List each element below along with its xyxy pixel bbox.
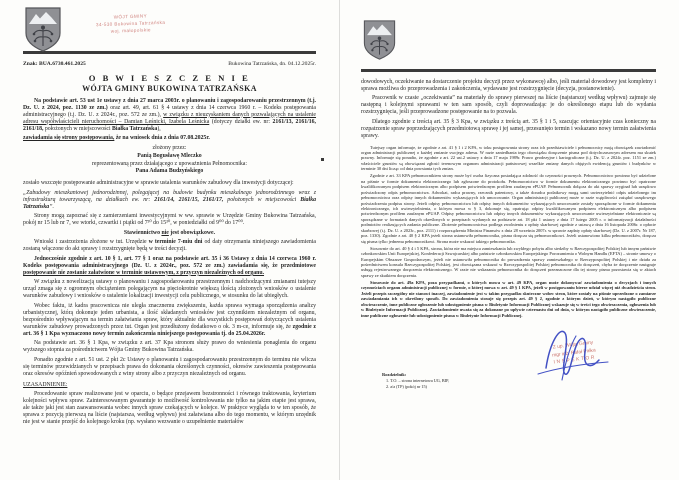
place-and-date: Bukowina Tatrzańska, dn. 04.12.2025r.: [228, 60, 316, 67]
document-subtitle: WÓJTA GMINY BUKOWINA TATRZAŃSKA: [82, 83, 257, 93]
page1-header: [0, 0, 339, 49]
paragraph-deadline-shift: Dlatego zgodnie z treścią art. 35 § 3 Kpa, w związku z treścią art. 35 § 1 i 5, szacując orientacyjnie czas konieczny na rozpatrzenie spraw poprzedzających przedmiotową sprawę i jej samej, przesunięto termin i wskazano nowy termin załatwienia sprawy.: [361, 118, 656, 139]
applicant-name: Panią Bogusławę Mleczko: [137, 152, 202, 159]
representation-line: reprezentowaną przez działającego z upoważnienia Pełnomocnika:: [92, 160, 247, 167]
justification-heading: UZASADNIENIE:: [23, 381, 68, 388]
page2-header: [340, 0, 679, 64]
legal-fineprint: [361, 145, 656, 319]
paragraph-simultaneous-notice: Jednocześnie zgodnie z art. 10 § 1, art. 77 § 1 oraz na podstawie art. 35 i 36 Ustawy z dnia 14 czerwca 1960 r. Kodeks postępowania administracyjnego (Dz. U. z 2024r., poz. 572 ze zm.) zawiadamia się, że przedmiotowe postępowanie nie zostanie załatwione w terminie ustawowym, z przyczyn niezależnych od organu.: [23, 255, 316, 276]
fineprint-attorney-rules: Zgodnie z art. 33 KPA pełnomocnikiem strony może być osoba fizyczna posiadająca zdolność do czynności prawnych. Pełnomocnictwo powinno być udzielone na piśmie w formie dokumentu elektronicznego lub zgłoszone do protokołu. Pełnomocnictwo w formie dokumentu elektronicznego powinno być opatrzone kwalifikowanym podpisem elektronicznym albo podpisem potwierdzonym profilem zaufanym ePUAP. Pełnomocnik dołącza do akt sprawy oryginał lub urzędowo poświadczony odpis pełnomocnictwa. Adwokat, radca prawny, rzecznik patentowy, a także doradca podatkowy mogą sami uwierzytelnić odpis udzielonego im pełnomocnictwa oraz odpisy innych dokumentów wykazujących ich umocowanie. Organ administracji publicznej może w razie wątpliwości zażądać urzędowego poświadczenia podpisu strony. Jeżeli odpisy pełnomocnictwa lub odpisy innych dokumentów wykazujących umocowanie zostały sporządzone w formie dokumentu elektronicznego, ich uwierzytelnienia, o którym mowa w § 3, dokonuje się, opatrując odpisy kwalifikowanym podpisem elektronicznym albo podpisem potwierdzonym profilem zaufanym ePUAP. Odpisy pełnomocnictwa lub odpisy innych dokumentów wykazujących umocowanie uwierzytelniane elektronicznie są sporządzane w formatach danych określonych w przepisach wydanych na podstawie art. 18 pkt 1 ustawy z dnia 17 lutego 2005 r. o informatyzacji działalności podmiotów realizujących zadania publiczne. Złożenie pełnomocnictwa podlega zwolnieniu z opłaty skarbowej zgodnie z ustawą z dnia 16 listopada 2006r. o opłacie skarbowej (t.j. Dz. U. z 2023r., poz. 2111) i rozporządzenia Ministra Finansów z dnia 28 września 2007r. w sprawie zapłaty opłaty skarbowej (Dz. U. z 2007r. Nr 187, poz. 1330). Zgodnie z art. 40 § 2 KPA jeżeli strona ustanowiła pełnomocnika, pisma doręcza się pełnomocnikowi. Jeżeli ustanowiono kilku pełnomocników, doręcza się pisma tylko jednemu pełnomocnikowi. Strona może wskazać takiego pełnomocnika.: [361, 173, 656, 244]
coat-of-arms-icon: [24, 7, 62, 52]
stamp-authority-line: Z up. Wójta Gminy: [552, 340, 594, 351]
office-ink-stamp: [96, 13, 166, 36]
stamp-signatory-name: mgr inż. Rafał Pałka: [551, 347, 596, 359]
page-2: [340, 0, 679, 480]
distribution-list: [382, 372, 449, 390]
fineprint-address-obligation: Tutejszy organ informuje, że zgodnie z art. 41 § 1 i 2 KPA, w toku postępowania strony oraz ich przedstawiciele i pełnomocnicy mają obowiązek zawiadomić organ administracji publicznej o każdej zmianie swojego adresu. W razie zaniedbania tego obowiązku doręczenie pisma pod dotychczasowym adresem ma skutek prawny. Informuje się ponadto, że zgodnie z art. 22 ust.2 ustawy z dnia 17 maja 1989r. Prawo geodezyjne i kartograficzne (t.j. Dz. U. z 2024r. poz. 1151 ze zm.) właściciele gruntów są obowiązani zgłosić terenowym organom administracji państwowej wszelkie zmiany danych objętych ewidencją gruntów i budynków w terminie 30 dni licząc od dnia powstania tych zmian.: [361, 144, 656, 172]
paragraph-amendment-load: W związku z nowelizacją ustawy o planowaniu i zagospodarowaniu przestrzennym i nadchodzącymi zmianami tutejszy urząd zmaga się z ogromnym obciążeniem polegającym na pięciokrotnie większą ilością złożonych wniosków o ustalenie warunków zabudowy i wniosków o ustalenie lokalizacji inwestycji celu publicznego, w stosunku do lat ubiegłych.: [23, 279, 316, 300]
stamp-line: woj. małopolskie: [110, 27, 151, 34]
fineprint-foreign-party: Stosownie do art. 40 § 4 i 5 KPA, strona, która nie ma miejsca zamieszkania lub zwykłego pobytu albo siedziby w Rzeczypospolitej Polskiej lub innym państwie członkowskim Unii Europejskiej, Konfederacji Szwajcarskiej albo państwie członkowskim Europejskiego Porozumienia o Wolnym Handlu (EFTA) – stronie umowy o Europejskim Obszarze Gospodarczym, jeżeli nie ustanowiła pełnomocnika do prowadzenia sprawy zamieszkałego w Rzeczypospolitej Polskiej i nie działa za pośrednictwem konsula Rzeczypospolitej Polskiej, jest obowiązana wskazać w Rzeczypospolitej Polskiej pełnomocnika do doręczeń, chyba że doręczenie następuje usługą rejestrowanego doręczenia elektronicznego. W razie nie wskazania pełnomocnika do doręczeń przeznaczone dla tej strony pisma pozostawia się w aktach sprawy ze skutkiem doręczenia.: [361, 245, 656, 278]
pen-mark: [321, 158, 324, 161]
coat-of-arms-icon: [362, 20, 397, 60]
distribution-item: 1. T.O. – strona internetowa UG, BIP,: [386, 378, 449, 384]
paragraph-evidence-continuation: dowodowych, oczekiwanie na dostarczenie projektu decyzji przez wykonawcę) albo, jeśli materiał dowodowy jest kompletny i sprawa możliwa do przeprowadzenia i zakończenia, wydawane jest rozstrzygnięcie (decyzja, postanowienie).: [361, 78, 656, 92]
paragraph-investment-description: „Zabudowy mieszkaniowej jednorodzinnej, polegającej na budowie budynku mieszkalnego jednorodzinnego wraz z infrastrukturą towarzyszącą, na działkach ew. nr: 2161/14, 2161/15, 2161/17, położonych w miejscowości Białka Tatrzańska”.: [23, 189, 316, 210]
handwritten-signature: [516, 316, 626, 388]
paragraph-reminder-right: Na podstawie art. 36 § 1 Kpa, w związku z art. 37 Kpa stronom służy prawo do wniesienia ponaglenia do organu wyższego stopnia za pośrednictwem Wójta Gminy Bukowina Tatrzańska.: [23, 340, 316, 354]
attorney-name: Pana Adama Budzyńskiego: [135, 168, 204, 175]
fineprint-public-notice-art49a: Stosownie do art. 49a KPA, poza przypadkami, o których mowa w art. 49 KPA, organ może dokonywać zawiadomienia o decyzjach i innych czynnościach organu administracji publicznej w formie, o której mowa w art. 49 § 1 KPA, jeżeli w postępowaniu bierze udział więcej niż dwadzieścia stron. Jeżeli przepis szczególny nie stanowi inaczej, zawiadomienie jest w takim przypadku skuteczne wobec stron, które zostały na piśmie uprzedzone o zamiarze zawiadamiania ich w określony sposób. Do zawiadomienia stosuje się przepis art. 49 § 2, zgodnie z którym dzień, w którym nastąpiło publiczne obwieszczenie, inne publiczne ogłoszenie lub udostępnienie pisma w Biuletynie Informacji Publicznej wskazuje się w treści tego obwieszczenia, ogłoszenia lub w Biuletynie Informacji Publicznej. Zawiadomienie uważa się za dokonane po upływie czternastu dni od dnia, w którym nastąpiło publiczne obwieszczenie, inne publiczne ogłoszenie lub udostępnienie pisma w Biuletynie Informacji Publicznej.: [361, 279, 656, 318]
paragraph-staff-new-deadline: Wobec faktu, iż kadra pracownicza nie uległa znacznemu zwiększeniu, każda sprawa wymaga sporządzenia analizy urbanistycznej, którą dokonuje jeden urbanista, a ilość składanych wniosków jest czynnikiem niezależnym od organu, bezpośrednio wpływającym na termin załatwiania spraw, który aktualnie dla wszystkich postępowań dotyczących ustalenia warunków zabudowy prowadzonych przez tut. Organ jest przedłużony dodatkowo o ok. 3 m-ce, informuje się, że zgodnie z art. 36 § 1 Kpa wyznaczono nowy termin zakończenia niniejszego postępowania tj. do 25.04.2026r.: [23, 302, 316, 337]
page2-body: [340, 72, 679, 426]
distribution-item: 2. a/a (TP) (pokój nr 15): [386, 384, 427, 390]
paragraph-attendance: Stawiennictwo nie jest obowiązkowe.: [123, 229, 216, 236]
stamp-line: WÓJT GMINY: [113, 13, 148, 20]
paragraph-justification: Procedowanie spraw realizowane jest w oparciu, o będące przejawem bezstronności i równego traktowania, kryterium kolejności wpływu spraw. Zainteresowanym gwarantuje to możliwość kontrolowania nie tylko na jakim etapie jest sprawa, ale także jaki jest stan zaawansowania wobec innych spraw czekających w kolejce. W praktyce wygląda to w ten sposób, że sprawa z pozycją pierwszą na liście (najstarsza, według wpływu) jest załatwiana albo do tego momentu, w którym urzędnik nie jest w stanie przejść do kolejnego kroku (np. wysłano wezwanie o uzupełnienie materiałów: [23, 390, 316, 425]
applicant-block: [23, 145, 316, 176]
signature-block: [510, 322, 630, 400]
submitted-by-label: złożony przez:: [152, 145, 187, 151]
stamp-line: 34-530 Bukowina Tatrzańska: [95, 19, 166, 28]
page1-body: [0, 93, 339, 426]
paragraph-proceeding-initiated: zostało wszczęte postępowanie administracyjne w sprawie ustalenia warunków zabudowy dla inwestycji dotyczącej:: [23, 180, 294, 187]
paragraph-notification: zawiadamia się strony postępowania, że na wniosek dnia z dnia 07.08.2025r.: [23, 135, 210, 141]
paragraph-terms-exclusions: Ponadto zgodnie z art. 51 ust. 2 pkt 2c Ustawy o planowaniu i zagospodarowaniu przestrzennym do terminu nie wlicza się terminów przewidzianych w przepisach prawa do dokonania określonych czynności, okresów zawieszenia postępowania oraz okresów opóźnień spowodowanych z winy strony albo z przyczyn niezależnych od organu.: [23, 356, 316, 377]
stamp-signatory-title: INSPEKTOR: [553, 355, 597, 366]
paragraph-inspection-info: Strony mogą zapoznać się z zamierzeniami inwestycyjnymi w ww. sprawie w Urzędzie Gminy Bukowina Tatrzańska, pokój nr 15 lub nr 7, we wtorki, czwartki i piątki od 7³⁰ do 15³⁰, w poniedziałki od 9⁰⁰ do 17⁰⁰.: [23, 213, 316, 227]
reference-row: [0, 54, 339, 67]
paragraph-remarks-deadline: Wnioski i zastrzeżenia złożone w tut. Urzędzie w terminie 7-miu dni od daty otrzymania niniejszego zawiadomienia zostaną włączone do akt sprawy i rozstrzygnięte będą w treści decyzji.: [23, 239, 316, 253]
distribution-heading: Rozdzielnik:: [382, 372, 407, 378]
document-title: O B W I E S Z C Z E N I E: [88, 72, 251, 83]
case-reference-number: Znak: BUA.6730.461.2025: [23, 60, 86, 67]
paragraph-legal-basis: Na podstawie art. 53 ust 1e ustawy z dnia 27 marca 2003r. o planowaniu i zagospodarowaniu przestrzennym (t.j. Dz. U. z 2024, poz. 1130 ze zm.) oraz art. 49, art. 61 § 4 ustawy z dnia 14 czerwca 1960 r. – Kodeks postępowania administracyjnego (t.j. Dz. U. z 2024r., poz. 572 ze zm.), w związku z nieuzyskaniem danych pozwalających na ustalenie adresu współwłaścicieli nieruchomości – Damian Leśnicki, Izabela Leśnicka (dotyczy działki ew. nr: 2161/13, 2161/16, 2161/18, położonych w miejscowości Białka Tatrzańska),: [23, 97, 317, 132]
paragraph-worker-queue: Pracownik w czasie „oczekiwania” na materiały do sprawy pierwszej na liście (najstarszej według wpływu) zajmuje się następną i kolejnymi sprawami w ten sam sposób, czyli doprowadzając je do określonego etapu lub do wydania rozstrzygnięcia, jeśli przeprowadzone postępowanie na to pozwala.: [361, 95, 656, 115]
signature-and-distribution: [361, 320, 656, 425]
